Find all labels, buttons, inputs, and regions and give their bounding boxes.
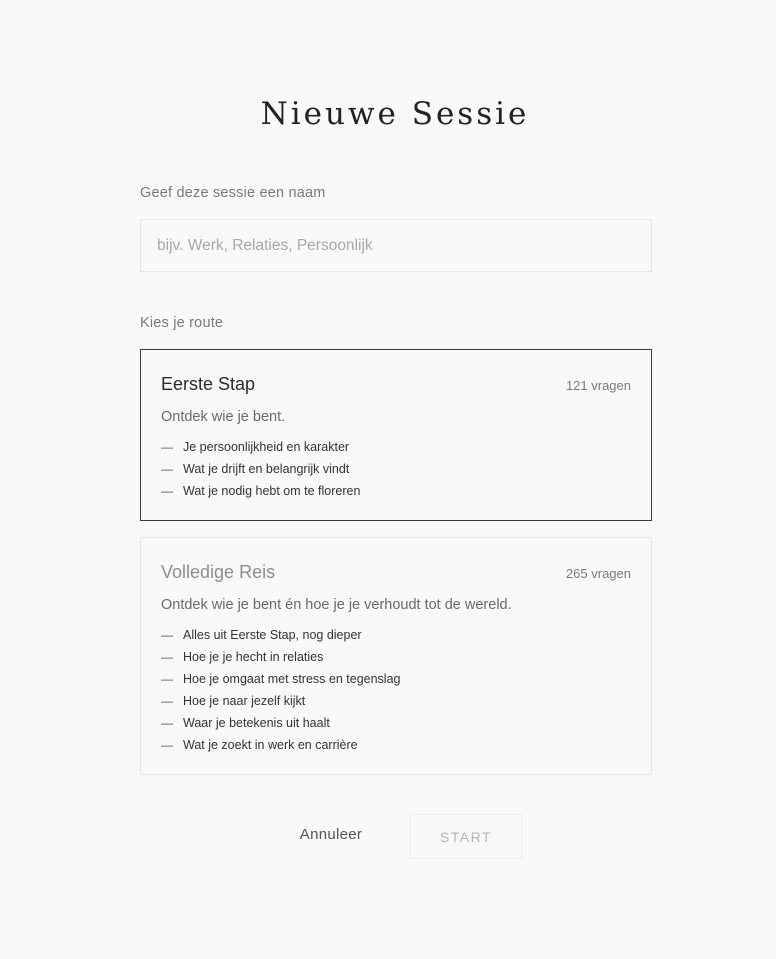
list-item-text: Hoe je omgaat met stress en tegenslag (183, 672, 401, 686)
route-title: Eerste Stap (161, 374, 256, 394)
route-topics-list (161, 626, 400, 758)
page-title: Nieuwe Sessie (260, 96, 530, 132)
dash-icon: — (161, 738, 173, 752)
list-item-text: Wat je drijft en belangrijk vindt (183, 462, 350, 476)
route-description: Ontdek wie je bent. (161, 409, 286, 425)
list-item (161, 460, 360, 482)
list-item-text: Wat je zoekt in werk en carrière (183, 738, 358, 752)
cancel-button[interactable]: Annuleer (299, 826, 363, 843)
start-button[interactable]: START (410, 814, 522, 859)
list-item-text: Hoe je naar jezelf kijkt (183, 694, 306, 708)
dash-icon: — (161, 462, 173, 476)
list-item-text: Wat je nodig hebt om te floreren (183, 484, 361, 498)
route-label: Kies je route (140, 315, 224, 331)
session-name-label: Geef deze sessie een naam (140, 185, 326, 201)
list-item (161, 482, 360, 504)
list-item (161, 438, 360, 460)
route-topics-list (161, 438, 360, 504)
dash-icon: — (161, 440, 173, 454)
dash-icon: — (161, 650, 173, 664)
route-title: Volledige Reis (161, 562, 276, 582)
list-item-text: Je persoonlijkheid en karakter (183, 440, 350, 454)
dash-icon: — (161, 672, 173, 686)
route-option-eerste-stap[interactable] (140, 349, 652, 521)
list-item (161, 714, 400, 736)
list-item (161, 670, 400, 692)
list-item (161, 648, 400, 670)
dash-icon: — (161, 484, 173, 498)
list-item-text: Hoe je je hecht in relaties (183, 650, 324, 664)
dash-icon: — (161, 628, 173, 642)
list-item (161, 736, 400, 758)
question-count: 121 vragen (565, 378, 631, 393)
route-option-volledige-reis[interactable] (140, 537, 652, 775)
list-item-text: Alles uit Eerste Stap, nog dieper (183, 628, 362, 642)
session-name-input[interactable] (140, 219, 652, 272)
route-description: Ontdek wie je bent én hoe je je verhoudt tot de wereld. (161, 597, 512, 613)
list-item-text: Waar je betekenis uit haalt (183, 716, 330, 730)
list-item (161, 692, 400, 714)
list-item (161, 626, 400, 648)
dash-icon: — (161, 694, 173, 708)
dash-icon: — (161, 716, 173, 730)
question-count: 265 vragen (565, 566, 631, 581)
